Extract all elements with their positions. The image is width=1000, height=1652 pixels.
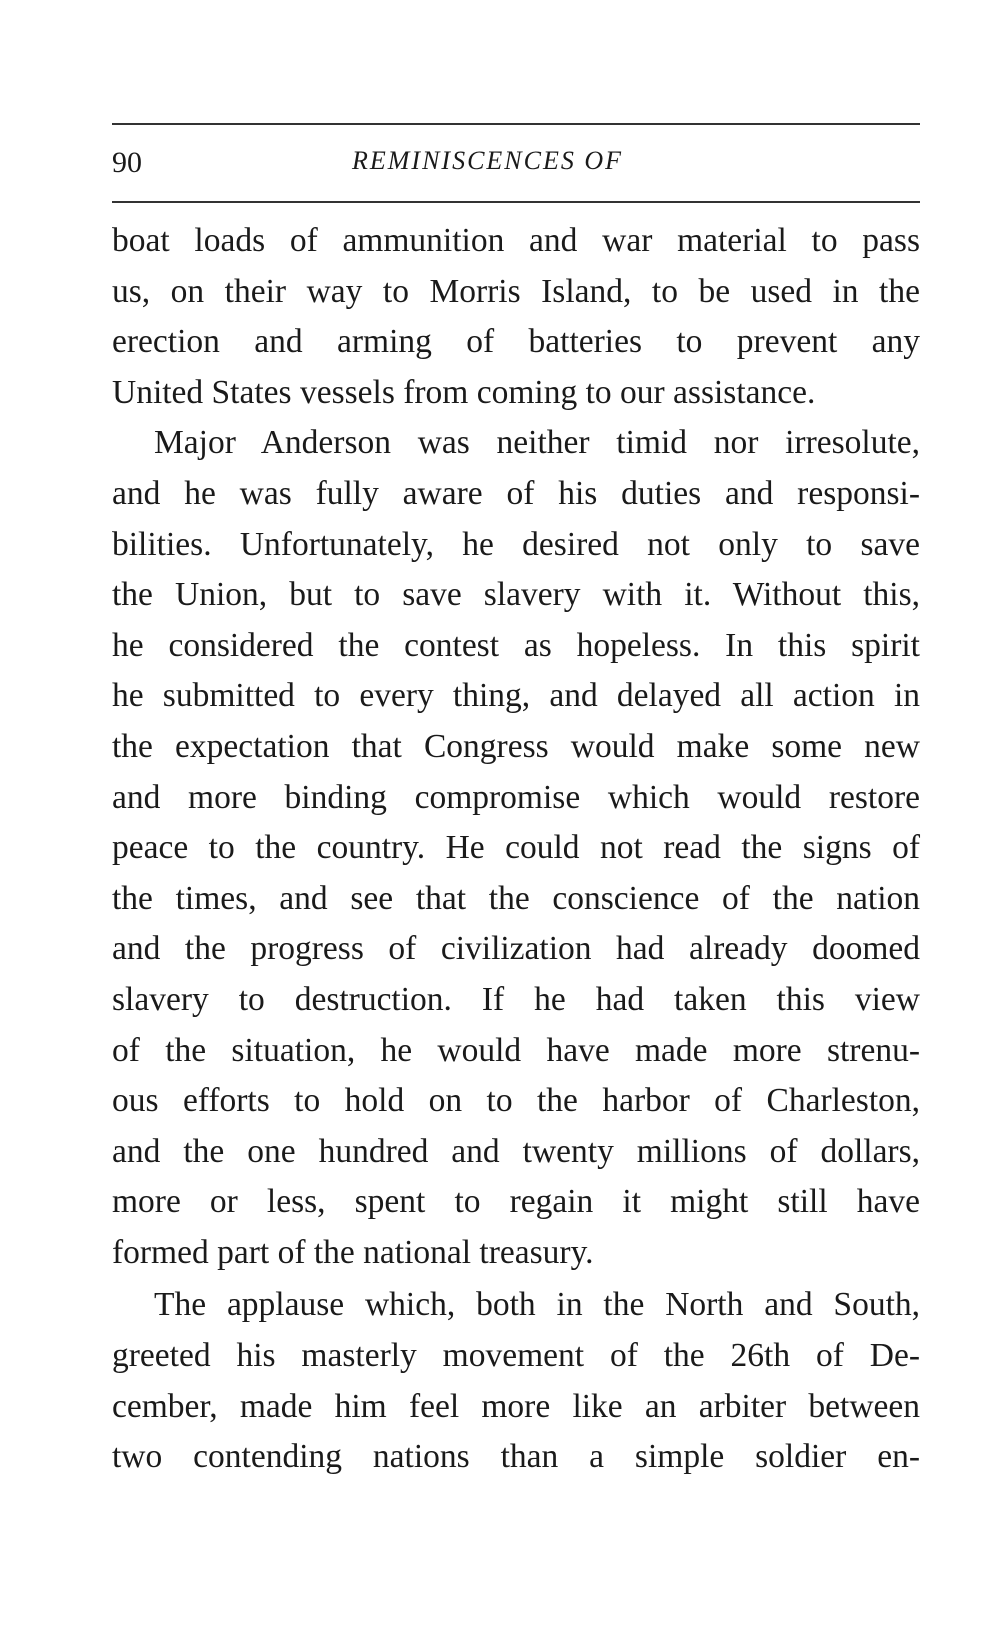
running-title: REMINISCENCES OF bbox=[352, 146, 624, 175]
text-line: he submitted to every thing, and delayed all action in bbox=[112, 677, 920, 715]
text-line: bilities. Unfortunately, he desired not only to save bbox=[112, 525, 920, 563]
text-line: he considered the contest as hopeless. In this spirit bbox=[112, 626, 920, 664]
text-line: Major Anderson was neither timid nor irresolute, bbox=[154, 424, 920, 462]
text-line: cember, made him feel more like an arbiter between bbox=[112, 1387, 920, 1425]
text-line: peace to the country. He could not read the signs of bbox=[112, 829, 920, 867]
text-line: erection and arming of batteries to prevent any bbox=[112, 323, 920, 361]
header-top-rule bbox=[112, 123, 920, 125]
text-line: the Union, but to save slavery with it. Without this, bbox=[112, 576, 920, 614]
text-line: greeted his masterly movement of the 26th of De- bbox=[112, 1337, 920, 1375]
text-line: The applause which, both in the North and South, bbox=[154, 1286, 920, 1324]
text-line: slavery to destruction. If he had taken this view bbox=[112, 980, 920, 1018]
text-line: us, on their way to Morris Island, to be used in the bbox=[112, 272, 920, 310]
page-body-text bbox=[112, 216, 920, 1483]
text-line: and the one hundred and twenty millions of dollars, bbox=[112, 1132, 920, 1170]
text-line: the times, and see that the conscience of the nation bbox=[112, 879, 920, 917]
text-line: United States vessels from coming to our assistance. bbox=[112, 373, 816, 411]
text-line: ous efforts to hold on to the harbor of Charleston, bbox=[112, 1082, 920, 1120]
page-number: 90 bbox=[112, 146, 142, 179]
text-line: and he was fully aware of his duties and responsi- bbox=[112, 474, 920, 512]
text-line: the expectation that Congress would make some new bbox=[112, 727, 920, 765]
text-line: and the progress of civilization had already doomed bbox=[112, 930, 920, 968]
text-line: formed part of the national treasury. bbox=[112, 1233, 594, 1271]
header-bottom-rule bbox=[112, 201, 920, 203]
text-line: more or less, spent to regain it might still have bbox=[112, 1183, 920, 1221]
text-line: and more binding compromise which would restore bbox=[112, 778, 920, 816]
text-line: two contending nations than a simple soldier en- bbox=[112, 1438, 920, 1476]
text-line: boat loads of ammunition and war material to pass bbox=[112, 222, 920, 259]
text-line: of the situation, he would have made more strenu- bbox=[112, 1031, 920, 1069]
